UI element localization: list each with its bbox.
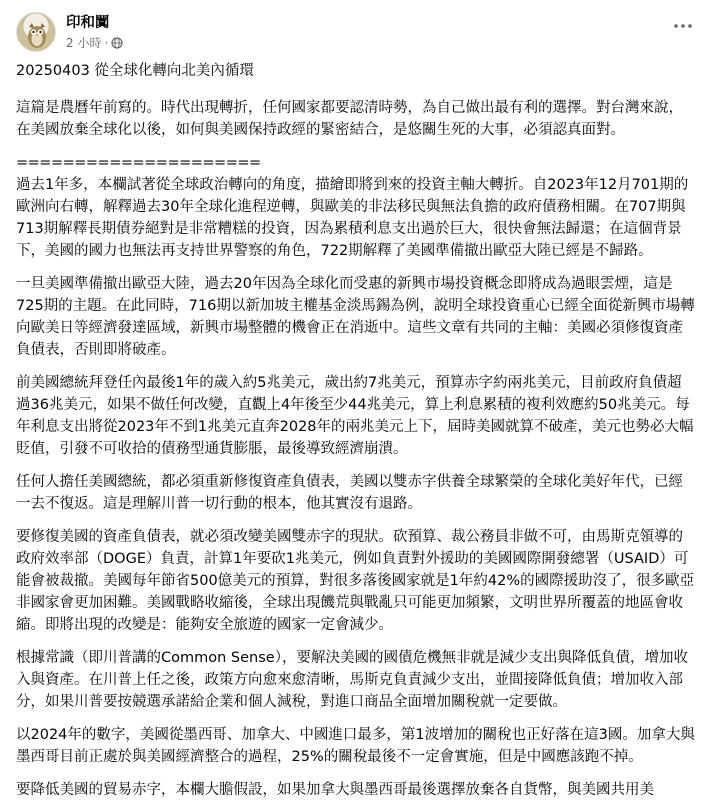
post-subline xyxy=(66,35,123,51)
owl-figure-icon xyxy=(17,13,57,53)
separator-dot: · xyxy=(104,35,109,50)
post-header xyxy=(16,10,123,54)
post-paragraph: 一旦美國準備撤出歐亞大陸，過去20年因為全球化而受惠的新興市場投資概念即將成為過眼雲煙，這是725期的主題。在此同時，716期以新加坡主權基金淡馬錫為例，說明全球投資重心已經全面從新興市場轉向歐美日等經濟發達區域，新興市場整體的機會正在消逝中。這些文章有共同的主軸：美國必須修復資產負債表，否則即將破產。 xyxy=(16,276,695,358)
separator-line: ===================== xyxy=(16,155,261,171)
post-paragraph: 前美國總統拜登任內最後1年的歲入約5兆美元，歲出約7兆美元，預算赤字約兩兆美元，目前政府負債超過36兆美元，如果不做任何改變，直觀上4年後至少44兆美元，算上利息累積的複利效應約50兆美元。每年利息支出將從2023年不到1兆美元直奔2028年的兩兆美元上下，屆時美國就算不破產，美元也勢必大幅貶值，引發不可收拾的債務型通貨膨脹，最後導致經濟崩潰。 xyxy=(16,375,694,457)
post-title: 20250403 從全球化轉向北美內循環 xyxy=(16,63,254,79)
post-paragraph: 這篇是農曆年前寫的。時代出現轉折，任何國家都要認清時勢，為自己做出最有利的選擇。對台灣來說，在美國放棄全球化以後，如何與美國保持政經的緊密結合，是悠關生死的大事，必須認真面對。 xyxy=(16,100,683,138)
globe-icon[interactable] xyxy=(111,37,123,49)
post-paragraph: 任何人擔任美國總統，都必須重新修復資產負債表，美國以雙赤字供養全球繁榮的全球化美好年代，已經一去不復返。這是理解川普一切行動的根本，他其實沒有退路。 xyxy=(16,474,683,512)
post-content xyxy=(16,58,696,812)
post-paragraph: 以2024年的數字，美國從墨西哥、加拿大、中國進口最多，第1波增加的關稅也正好落在這3國。加拿大與墨西哥目前正處於與美國經濟整合的過程，25%的關稅最後不一定會實施，但是中國應該跑不掉。 xyxy=(16,727,695,765)
post-timestamp[interactable]: 2 小時 xyxy=(66,35,102,50)
author-name[interactable]: 印和闐 xyxy=(66,14,110,31)
more-options-button[interactable] xyxy=(669,14,697,38)
post-paragraph: 過去1年多，本欄試著從全球政治轉向的角度，描繪即將到來的投資主軸大轉折。自2023年12月701期的歐洲向右轉，解釋過去30年全球化進程逆轉，與歐美的非法移民與無法負擔的政府債務相關。在707期與713期解釋長期債券絕對是非常糟糕的投資，因為累積利息支出過於巨大，很快會無法歸還；在這個背景下，美國的國力也無法再支持世界警察的角色，722期解釋了美國準備撤出歐亞大陸已經是不歸路。 xyxy=(16,177,689,259)
post-paragraph: 要降低美國的貿易赤字，本欄大膽假設，如果加拿大與墨西哥最後選擇放棄各自貨幣，與美國共用美 xyxy=(16,782,654,798)
post-meta xyxy=(66,14,123,51)
post-paragraph: 要修復美國的資產負債表，就必須改變美國雙赤字的現狀。砍預算、裁公務員非做不可，由馬斯克領導的政府效率部（DOGE）負責，計算1年要砍1兆美元，例如負責對外援助的美國國際開發總署（USAID）可能會被裁撤。美國每年節省500億美元的預算，對很多落後國家就是1年約42%的國際援助沒了，很多歐亞非國家會更加困難。美國戰略收縮後，全球出現饑荒與戰亂只可能更加頻繁，文明世界所覆蓋的地區會收縮。即將出現的改變是：能夠安全旅遊的國家一定會減少。 xyxy=(16,529,695,633)
more-dots-icon xyxy=(674,24,692,28)
post-paragraph: 根據常識（即川普講的Common Sense），要解決美國的國債危機無非就是減少支出與降低負債，增加收入與資產。在川普上任之後，政策方向愈來愈清晰，馬斯克負責減少支出，並間接降低負債；增加收入部分，如果川普要按競選承諾給企業和個人減稅，對進口商品全面增加關稅就一定要做。 xyxy=(16,650,688,710)
author-avatar[interactable] xyxy=(16,12,56,52)
